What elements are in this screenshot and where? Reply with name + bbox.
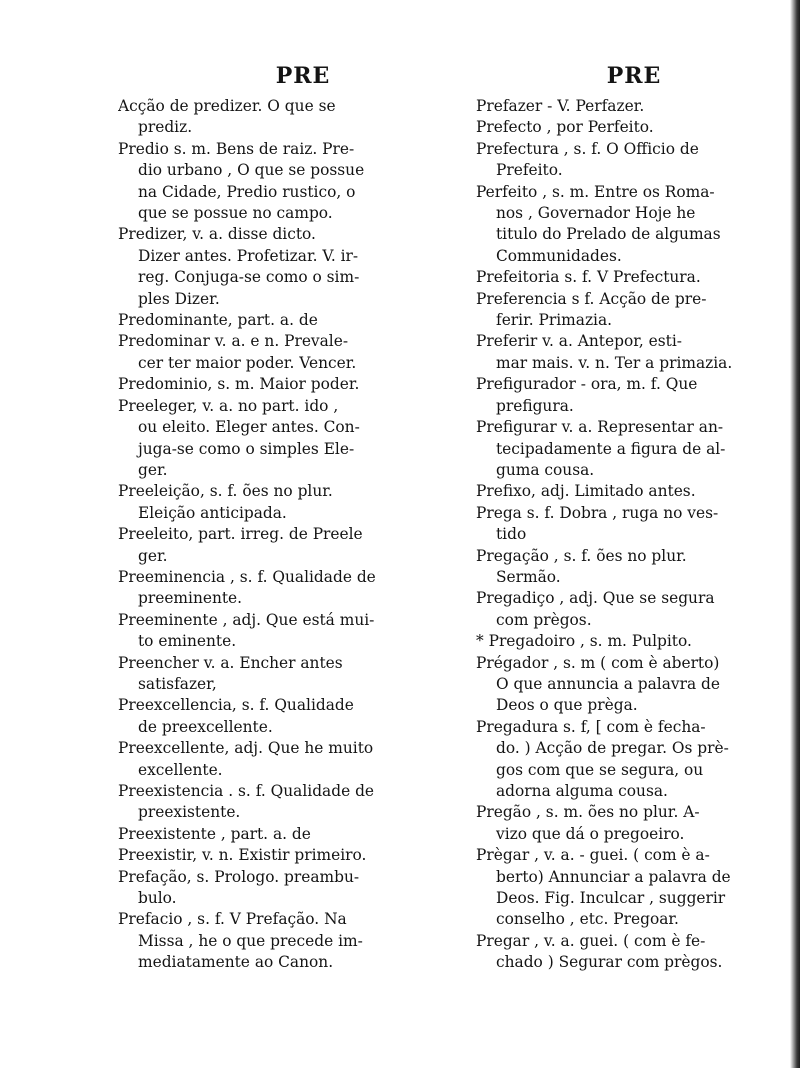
entry-headline: Preeleição, s. f. ões no plur. — [118, 482, 333, 501]
entry-continuation: Dizer antes. Profetizar. V. ir- — [138, 246, 359, 265]
dictionary-entry — [476, 331, 792, 374]
entry-continuation: prefigura. — [496, 396, 574, 415]
entry-headline: Prefeitoria s. f. V Prefectura. — [476, 268, 701, 287]
dictionary-entry — [476, 845, 792, 931]
dictionary-entry — [476, 182, 792, 268]
entry-headline: Pregão , s. m. ões no plur. A- — [476, 803, 700, 822]
entry-continuation: ples Dizer. — [138, 289, 220, 308]
dictionary-entry — [118, 845, 468, 866]
entry-headline: Predominio, s. m. Maior poder. — [118, 375, 360, 394]
entry-headline: Perfeito , s. m. Entre os Roma- — [476, 182, 715, 201]
entry-headline: Preexistente , part. a. de — [118, 824, 311, 843]
dictionary-entry — [118, 524, 468, 567]
entry-headline: Pregar , v. a. guei. ( com è fe- — [476, 931, 706, 950]
entry-headline: Preeleger, v. a. no part. ido , — [118, 396, 339, 415]
entry-continuation: que se possue no campo. — [138, 204, 333, 223]
entry-continuation: adorna alguma cousa. — [496, 782, 668, 800]
entry-continuation: gos com que se segura, ou — [496, 760, 704, 779]
entry-headline: Predominante, part. a. de — [118, 311, 318, 330]
entry-continuation: prediz. — [138, 118, 193, 137]
entry-headline: * Pregadoiro , s. m. Pulpito. — [476, 632, 692, 651]
dictionary-entry — [118, 224, 468, 310]
dictionary-entry — [118, 909, 468, 973]
entry-headline: Predio s. m. Bens de raiz. Pre- — [118, 139, 355, 158]
entry-headline: Prefectura , s. f. O Officio de — [476, 139, 699, 158]
binding-gutter — [790, 0, 800, 1068]
entry-continuation: Deos. Fig. Inculcar , suggerir — [496, 889, 726, 908]
entry-headline: Pregadura s. f, [ com è fecha- — [476, 717, 706, 736]
left-column-header: PRE — [275, 63, 331, 89]
entry-headline: Prefigurador - ora, m. f. Que — [476, 375, 698, 394]
entry-headline: Preeminencia , s. f. Qualidade de — [118, 567, 376, 586]
entry-headline: Prefacio , s. f. V Prefação. Na — [118, 910, 347, 929]
left-column — [118, 56, 468, 974]
entry-headline: Acção de predizer. O que se — [118, 97, 336, 115]
entry-continuation: preexistente. — [138, 803, 241, 822]
dictionary-entry — [476, 588, 792, 631]
entry-continuation: ger. — [138, 546, 168, 565]
entry-headline: Prégador , s. m ( com è aberto) — [476, 653, 720, 672]
dictionary-entry — [476, 117, 792, 138]
entry-headline: Preexcellente, adj. Que he muito — [118, 739, 374, 758]
left-entries — [118, 96, 468, 974]
entry-headline: Preexistencia . s. f. Qualidade de — [118, 782, 375, 800]
entry-headline: Pregação , s. f. ões no plur. — [476, 546, 687, 565]
dictionary-entry — [476, 802, 792, 845]
entry-headline: Preexistir, v. n. Existir primeiro. — [118, 846, 367, 865]
entry-continuation: Sermão. — [496, 567, 561, 586]
dictionary-entry — [476, 267, 792, 288]
dictionary-entry — [118, 96, 468, 139]
right-column-header: PRE — [606, 63, 662, 89]
entry-continuation: tecipadamente a figura de al- — [496, 439, 726, 458]
entry-headline: Predominar v. a. e n. Prevale- — [118, 332, 349, 351]
dictionary-entry — [476, 653, 792, 717]
entry-continuation: com prègos. — [496, 610, 592, 629]
entry-continuation: preeminente. — [138, 589, 243, 608]
entry-continuation: de preexcellente. — [138, 717, 273, 736]
entry-continuation: reg. Conjuga-se como o sim- — [138, 268, 360, 287]
dictionary-entry — [476, 96, 792, 117]
entry-continuation: mar mais. v. n. Ter a primazia. — [496, 353, 733, 372]
dictionary-entry — [476, 481, 792, 502]
entry-continuation: Eleição anticipada. — [138, 503, 287, 522]
entry-continuation: nos , Governador Hoje he — [496, 204, 696, 223]
dictionary-entry — [476, 139, 792, 182]
entry-continuation: Prefeito. — [496, 161, 563, 180]
entry-continuation: O que annuncia a palavra de — [496, 674, 720, 693]
entry-headline: Prègar , v. a. - guei. ( com è a- — [476, 846, 710, 865]
entry-continuation: conselho , etc. Pregoar. — [496, 910, 679, 929]
dictionary-entry — [118, 610, 468, 653]
entry-continuation: dio urbano , O que se possue — [138, 161, 365, 180]
entry-continuation: juga-se como o simples Ele- — [138, 439, 355, 458]
entry-headline: Preeleito, part. irreg. de Preele — [118, 525, 363, 544]
dictionary-entry — [476, 503, 792, 546]
dictionary-entry — [118, 824, 468, 845]
dictionary-entry — [476, 717, 792, 803]
right-entries — [476, 96, 792, 974]
dictionary-entry — [118, 481, 468, 524]
dictionary-entry — [118, 331, 468, 374]
dictionary-entry — [118, 396, 468, 482]
entry-continuation: ou eleito. Eleger antes. Con- — [138, 418, 360, 437]
entry-headline: Prefação, s. Prologo. preambu- — [118, 867, 360, 886]
dictionary-entry — [118, 567, 468, 610]
dictionary-entry — [476, 931, 792, 974]
entry-headline: Preeminente , adj. Que está mui- — [118, 610, 375, 629]
entry-continuation: titulo do Prelado de algumas — [496, 225, 721, 244]
entry-continuation: na Cidade, Predio rustico, o — [138, 182, 356, 201]
entry-headline: Prega s. f. Dobra , ruga no ves- — [476, 503, 719, 522]
entry-headline: Prefixo, adj. Limitado antes. — [476, 482, 696, 501]
dictionary-entry — [118, 653, 468, 696]
right-column — [476, 56, 792, 974]
entry-continuation: do. ) Acção de pregar. Os prè- — [496, 739, 729, 758]
entry-headline: Preferencia s f. Acção de pre- — [476, 289, 707, 308]
dictionary-entry — [118, 867, 468, 910]
entry-continuation: ferir. Primazia. — [496, 311, 613, 330]
entry-continuation: Deos o que prèga. — [496, 696, 638, 715]
entry-headline: Preferir v. a. Antepor, esti- — [476, 332, 682, 351]
dictionary-entry — [118, 310, 468, 331]
entry-headline: Prefigurar v. a. Representar an- — [476, 418, 724, 437]
dictionary-entry — [476, 417, 792, 481]
dictionary-entry — [476, 374, 792, 417]
entry-headline: Prefecto , por Perfeito. — [476, 118, 654, 137]
entry-continuation: mediatamente ao Canon. — [138, 953, 334, 972]
dictionary-entry — [118, 139, 468, 225]
entry-continuation: guma cousa. — [496, 460, 595, 479]
entry-continuation: berto) Annunciar a palavra de — [496, 867, 731, 886]
entry-headline: Pregadiço , adj. Que se segura — [476, 589, 715, 608]
entry-continuation: chado ) Segurar com prègos. — [496, 953, 723, 972]
entry-continuation: excellente. — [138, 760, 223, 779]
entry-headline: Preencher v. a. Encher antes — [118, 653, 343, 672]
entry-continuation: ger. — [138, 460, 168, 479]
dictionary-entry — [476, 546, 792, 589]
entry-continuation: Communidades. — [496, 246, 622, 265]
dictionary-entry — [476, 631, 792, 652]
entry-headline: Predizer, v. a. disse dicto. — [118, 225, 316, 244]
entry-continuation: vizo que dá o pregoeiro. — [496, 824, 685, 843]
dictionary-entry — [118, 781, 468, 824]
entry-headline: Preexcellencia, s. f. Qualidade — [118, 696, 354, 715]
entry-continuation: Missa , he o que precede im- — [138, 931, 363, 950]
dictionary-entry — [118, 738, 468, 781]
dictionary-entry — [118, 374, 468, 395]
entry-continuation: bulo. — [138, 889, 177, 908]
entry-continuation: satisfazer, — [138, 674, 217, 693]
dictionary-entry — [476, 289, 792, 332]
entry-continuation: to eminente. — [138, 632, 237, 651]
entry-continuation: cer ter maior poder. Vencer. — [138, 353, 357, 372]
dictionary-entry — [118, 695, 468, 738]
entry-continuation: tido — [496, 525, 527, 544]
entry-headline: Prefazer - V. Perfazer. — [476, 97, 645, 115]
